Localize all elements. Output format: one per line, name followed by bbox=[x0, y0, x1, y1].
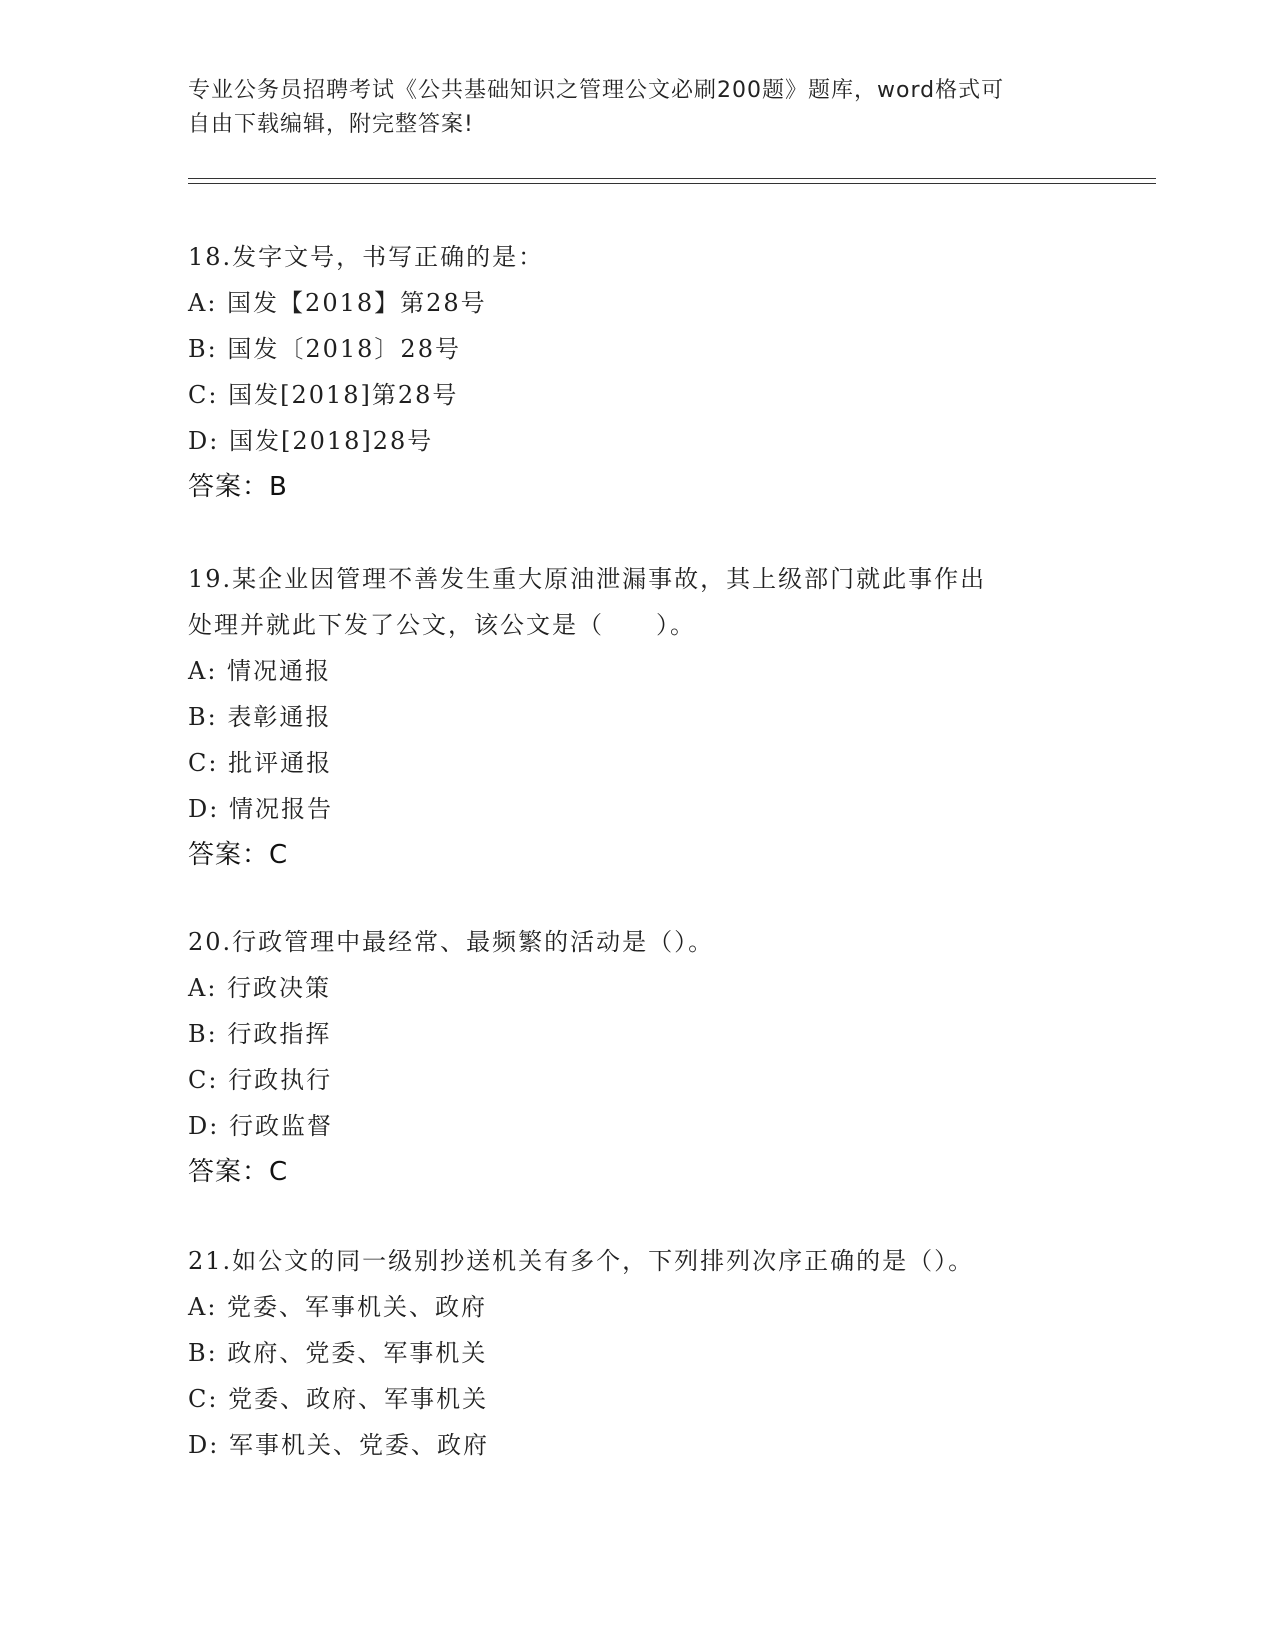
question-18 bbox=[188, 234, 1088, 510]
option-d: D: 军事机关、党委、政府 bbox=[188, 1431, 489, 1459]
option-c: C: 国发[2018]第28号 bbox=[188, 381, 459, 409]
option-c: C: 行政执行 bbox=[188, 1066, 333, 1094]
question-stem-continued: 处理并就此下发了公文，该公文是（ ）。 bbox=[188, 611, 696, 639]
question-21 bbox=[188, 1238, 1088, 1468]
question-stem: 21.如公文的同一级别抄送机关有多个，下列排列次序正确的是（）。 bbox=[188, 1247, 975, 1275]
option-a: A: 国发【2018】第28号 bbox=[188, 289, 487, 317]
question-19 bbox=[188, 556, 1088, 878]
option-d: D: 情况报告 bbox=[188, 795, 333, 823]
question-stem: 20.行政管理中最经常、最频繁的活动是（）。 bbox=[188, 928, 715, 956]
answer-label: 答案：B bbox=[188, 472, 288, 502]
option-c: C: 批评通报 bbox=[188, 749, 333, 777]
answer-label: 答案：C bbox=[188, 840, 289, 870]
option-c: C: 党委、政府、军事机关 bbox=[188, 1385, 489, 1413]
document-header bbox=[188, 74, 1088, 142]
option-a: A: 情况通报 bbox=[188, 657, 332, 685]
header-divider-bottom bbox=[188, 183, 1156, 184]
answer-label: 答案：C bbox=[188, 1157, 289, 1187]
option-d: D: 国发[2018]28号 bbox=[188, 427, 434, 455]
question-20 bbox=[188, 919, 1088, 1195]
question-stem: 19.某企业因管理不善发生重大原油泄漏事故，其上级部门就此事作出 bbox=[188, 565, 987, 593]
option-b: B: 政府、党委、军事机关 bbox=[188, 1339, 488, 1367]
option-a: A: 行政决策 bbox=[188, 974, 332, 1002]
option-b: B: 行政指挥 bbox=[188, 1020, 332, 1048]
header-line: 自由下载编辑，附完整答案! bbox=[188, 112, 474, 137]
question-stem: 18.发字文号，书写正确的是： bbox=[188, 243, 545, 271]
option-d: D: 行政监督 bbox=[188, 1112, 333, 1140]
option-b: B: 国发〔2018〕28号 bbox=[188, 335, 461, 363]
option-b: B: 表彰通报 bbox=[188, 703, 332, 731]
header-divider-top bbox=[188, 178, 1156, 179]
option-a: A: 党委、军事机关、政府 bbox=[188, 1293, 488, 1321]
header-line: 专业公务员招聘考试《公共基础知识之管理公文必刷200题》题库，word格式可 bbox=[188, 78, 1005, 103]
